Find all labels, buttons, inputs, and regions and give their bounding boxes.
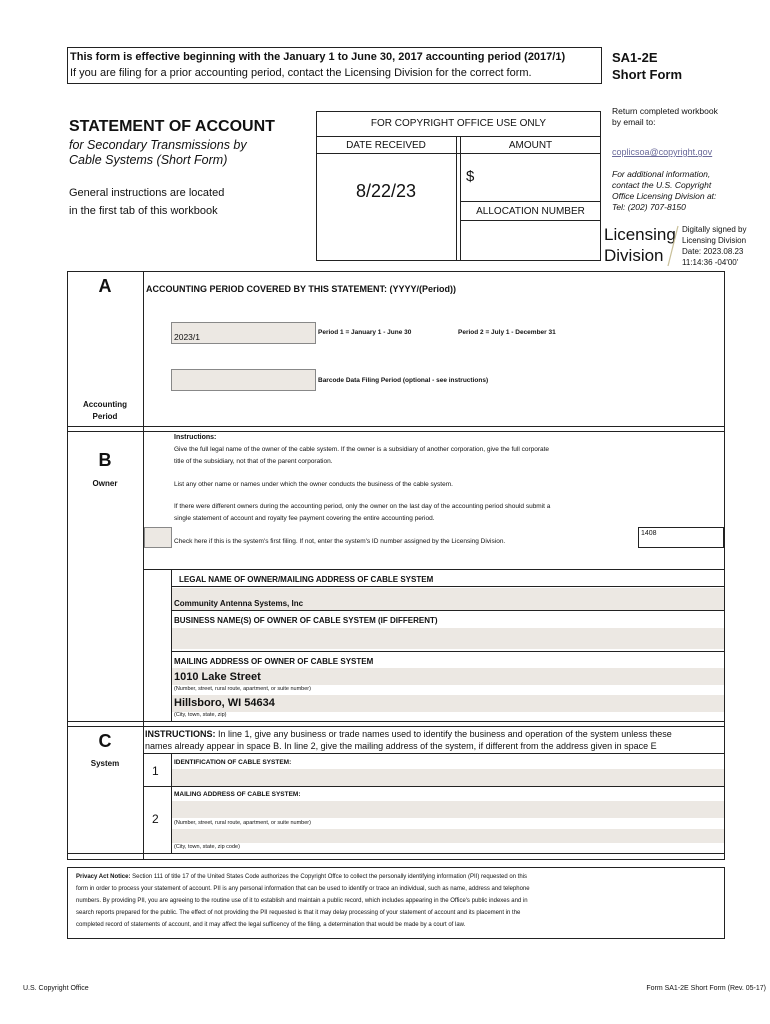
privacy-lead: Privacy Act Notice: xyxy=(76,874,131,880)
contact-info-1: For additional information, xyxy=(612,169,711,179)
section-b-instruction-2: List any other name or names under which the owner conducts the business of the cable system. xyxy=(174,481,453,488)
privacy-line-2: form in order to process your statement of account. PII is any personal information that can be used to identify or trace an individual, such as name, address and telephone xyxy=(76,886,530,892)
privacy-line-1 xyxy=(76,874,527,880)
signature-name-2: Division xyxy=(604,246,664,265)
system-identification-heading: IDENTIFICATION OF CABLE SYSTEM: xyxy=(174,759,292,766)
system-city-hint: (City, town, state, zip code) xyxy=(174,844,240,850)
accounting-period-value: 2023/1 xyxy=(174,332,200,342)
system-street-input[interactable] xyxy=(172,801,724,818)
allocation-number-label: ALLOCATION NUMBER xyxy=(476,206,585,217)
signature-name-1: Licensing xyxy=(604,225,676,244)
page-subtitle-2: Cable Systems (Short Form) xyxy=(69,153,228,167)
contact-info-4: Tel: (202) 707-8150 xyxy=(612,202,686,212)
barcode-period-label: Barcode Data Filing Period (optional - see instructions) xyxy=(318,377,489,384)
street-value: 1010 Lake Street xyxy=(174,671,261,683)
office-use-title: FOR COPYRIGHT OFFICE USE ONLY xyxy=(370,118,547,129)
general-instructions-1: General instructions are located xyxy=(69,187,225,199)
privacy-line-4: search reports prepared for the public. The effect of not providing the PII requested is that it may delay processing of your statement of account and its placement in the xyxy=(76,910,521,916)
system-street-hint: (Number, street, rural route, apartment, or suite number) xyxy=(174,820,311,826)
page-subtitle-1: for Secondary Transmissions by xyxy=(69,138,247,152)
privacy-line-5: completed record of statements of account, and it may affect the legal sufficency of the filing, a determination that would be made by a court of law. xyxy=(76,922,466,928)
section-b-instruction-1b: title of the subsidiary, not that of the parent corporation. xyxy=(174,458,333,465)
contact-info-2: contact the U.S. Copyright xyxy=(612,180,712,190)
section-c-label: System xyxy=(90,759,120,768)
system-id-value: 1408 xyxy=(641,530,657,537)
section-c-instructions-text-1: In line 1, give any business or trade names used to identify the business and operation of the system unless these xyxy=(215,729,672,739)
section-c-instructions-1 xyxy=(145,729,672,739)
section-a-label-1: Accounting xyxy=(83,400,127,409)
signature-check-mark xyxy=(666,224,680,268)
system-mailing-heading: MAILING ADDRESS OF CABLE SYSTEM: xyxy=(174,791,301,798)
section-a-label-2: Period xyxy=(92,412,118,421)
privacy-text-1: Section 111 of title 17 of the United States Code authorizes the Copyright Offce to collect the personally identifying information (PII) requested on this xyxy=(130,874,528,880)
signature-detail-3: Date: 2023.08.23 xyxy=(682,247,744,256)
business-name-input[interactable] xyxy=(172,628,724,649)
privacy-line-3: numbers. By providing PII, you are agreeing to the routine use of it to establish and maintain a public record, which includes appearing in the Office's public indexes and in xyxy=(76,898,528,904)
contact-info-3: Office Licensing Division at: xyxy=(612,191,717,201)
accounting-period-heading: ACCOUNTING PERIOD COVERED BY THIS STATEMENT: (YYYY/(Period)) xyxy=(146,284,457,294)
date-received-value[interactable]: 8/22/23 xyxy=(355,181,417,201)
mailing-address-heading: MAILING ADDRESS OF OWNER OF CABLE SYSTEM xyxy=(174,657,374,666)
barcode-period-input[interactable] xyxy=(171,369,316,391)
section-b-instruction-3a: If there were different owners during the accounting period, only the owner on the last day of the accounting period should submit a xyxy=(174,503,551,510)
footer-office: U.S. Copyright Office xyxy=(23,985,89,992)
section-c-instructions-lead: INSTRUCTIONS: xyxy=(145,729,216,739)
amount-value[interactable]: $ xyxy=(466,168,475,185)
effective-notice-line2: If you are filing for a prior accounting period, contact the Licensing Division for the correct form. xyxy=(70,67,532,79)
effective-notice-line1: This form is effective beginning with the January 1 to June 30, 2017 accounting period (2017/1) xyxy=(70,51,566,63)
section-c-instructions-2: names already appear in space B. In line 2, give the mailing address of the system, if different from the address given in space E xyxy=(145,741,657,751)
page-title: STATEMENT OF ACCOUNT xyxy=(69,118,275,135)
legal-name-value: Community Antenna Systems, Inc xyxy=(174,599,304,608)
signature-detail-2: Licensing Division xyxy=(682,236,747,245)
first-filing-text: Check here if this is the system's first filing. If not, enter the system's ID number assigned by the Licensing Division. xyxy=(174,538,506,545)
section-b-instruction-3b: single statement of account and royalty fee payment covering the entire accounting period. xyxy=(174,515,435,522)
amount-label: AMOUNT xyxy=(508,140,553,151)
business-name-heading: BUSINESS NAME(S) OF OWNER OF CABLE SYSTEM (IF DIFFERENT) xyxy=(174,616,438,625)
section-b-instruction-1a: Give the full legal name of the owner of the cable system. If the owner is a subsidiary of another corporation, give the full corporate xyxy=(174,446,550,453)
signature-detail-1: Digitally signed by xyxy=(682,225,747,234)
system-city-input[interactable] xyxy=(172,829,724,843)
first-filing-checkbox[interactable] xyxy=(144,527,172,548)
return-line-1: Return completed workbook xyxy=(612,106,718,116)
city-value: Hillsboro, WI 54634 xyxy=(174,697,275,709)
system-line-2-number: 2 xyxy=(152,812,159,826)
footer-form-revision: Form SA1-2E Short Form (Rev. 05-17) xyxy=(646,985,766,992)
system-line-1-number: 1 xyxy=(152,764,159,778)
legal-name-heading: LEGAL NAME OF OWNER/MAILING ADDRESS OF CABLE SYSTEM xyxy=(179,575,434,584)
section-b-letter: B xyxy=(98,450,112,470)
return-email-link[interactable]: coplicsoa@copyright.gov xyxy=(612,147,713,157)
city-hint: (City, town, state, zip) xyxy=(174,712,227,718)
section-c-letter: C xyxy=(98,731,112,751)
section-a-letter: A xyxy=(98,276,112,296)
signature-detail-4: 11:14:36 -04'00' xyxy=(682,258,739,267)
form-code: SA1-2E xyxy=(612,50,658,65)
period-1-note: Period 1 = January 1 - June 30 xyxy=(318,329,412,336)
system-identification-input[interactable] xyxy=(172,769,724,786)
general-instructions-2: in the first tab of this workbook xyxy=(69,205,218,217)
street-hint: (Number, street, rural route, apartment, or suite number) xyxy=(174,686,311,692)
form-short-name: Short Form xyxy=(612,67,683,82)
section-b-label: Owner xyxy=(92,479,118,488)
period-2-note: Period 2 = July 1 - December 31 xyxy=(458,329,556,336)
return-line-2: by email to: xyxy=(612,117,656,127)
date-received-label: DATE RECEIVED xyxy=(346,140,426,151)
section-b-instructions-title: Instructions: xyxy=(174,434,217,441)
